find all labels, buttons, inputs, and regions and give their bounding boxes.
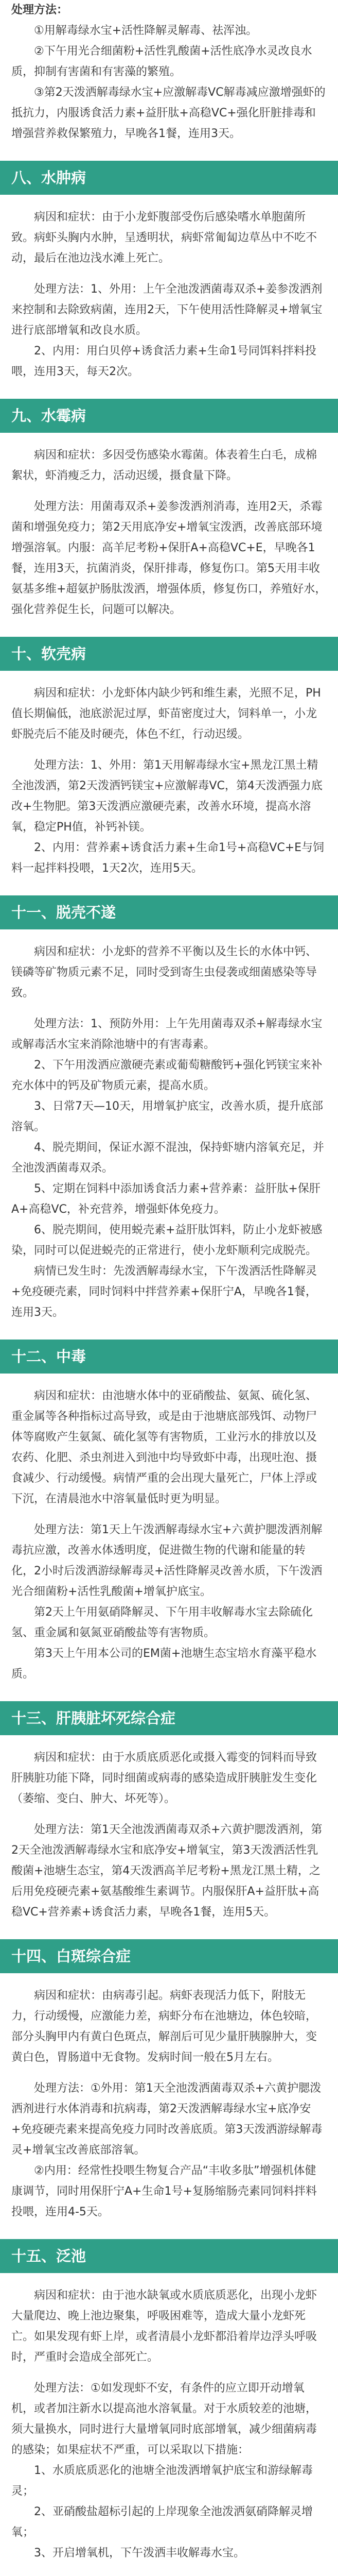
section-method: 处理方法：用菌毒双杀+姜参泼洒剂消毒，连用2天，杀霉菌和增强免疫力；第2天用底净安+增氧宝泼洒，改善底部环境增强溶氧。内服：高羊尼考粉+保肝A+高稳VC+E，早晚各1餐，连用3天，抗菌消炎，保肝排毒，修复伤口。第5天用丰收氨基多维+超氨护肠肽泼洒，增强体质，修复伤口，养殖好水，强化营养促生长，问题可以解决。 xyxy=(11,500,327,616)
section-header-water-mold: 九、水霉病 xyxy=(0,399,338,433)
section-method: 2、亚硝酸盐超标引起的上岸现象全池泼洒氨硝降解灵增氧； xyxy=(11,2505,313,2539)
section-header-white-spot: 十四、白斑综合症 xyxy=(0,1939,338,1973)
section-header-edema: 八、水肿病 xyxy=(0,161,338,195)
section-header-soft-shell: 十、软壳病 xyxy=(0,637,338,671)
section-cause: 病因和症状：由于水质底质恶化或摄入霉变的饲料而导致肝胰脏功能下降，同时细菌或病毒的感染造成肝胰脏发生变化（萎缩、变白、肿大、坏死等）。 xyxy=(11,1751,317,1805)
section-method: 第2天上午用氨硝降解灵、下午用丰收解毒水宝去除硫化氢、重金属和氨氮亚硝酸盐等有害物质。 xyxy=(11,1606,313,1639)
section-method: 2、下午用泼洒应激硬壳素或葡萄糖酸钙+强化钙镁宝来补充水体中的钙及矿物质元素，提高水质。 xyxy=(11,1059,323,1092)
section-method: 处理方法：第1天上午泼洒解毒绿水宝+六黄护腮泼洒剂解毒抗应激，改善水体透明度，促进微生物的代谢和能量的转化，2小时后泼洒游绿解毒灵+活性降解灵改善水质，下午泼洒光合细菌粉+活性乳酸菌+增氧护底宝。 xyxy=(11,1523,323,1598)
section-method: 处理方法：①如发现虾不安，有条件的应立即开动增氧机，或者加注新水以提高池水溶氧量。对于水质较差的池塘，须大量换水，同时进行大量增氧同时底部增氧，减少细菌病毒的感染；如果症状不严重，可以采取以下措施： xyxy=(11,2382,317,2456)
section-header-poisoning: 十二、中毒 xyxy=(0,1340,338,1374)
section-cause: 病因和症状：多因受伤感染水霉菌。体表着生白毛，成棉絮状，虾消瘦乏力，活动迟缓，摄食量下降。 xyxy=(11,449,317,482)
section-method: 处理方法：1、外用：第1天用解毒绿水宝+黑龙江黑土精全池泼洒，第2天泼洒钙镁宝+应激解毒VC，第4天泼洒强力底改+生物肥。第3天泼洒应激硬壳素，改善水环境，提高水溶氧，稳定PH值，补钙补镁。 xyxy=(11,759,323,834)
intro-method-step: ③第2天泼洒解毒绿水宝+应激解毒VC解毒减应激增强虾的抵抗力，内服诱食活力素+益肝肽+高稳VC+强化肝脏排毒和增强营养救保繁殖力，早晚各1餐，连用3天。 xyxy=(11,86,326,140)
section-method: 6、脱壳期间，使用蜕壳素+益肝肽饵料，防止小龙虾被感染，同时可以促进蜕壳的正常进行，使小龙虾顺利完成脱壳。 xyxy=(11,1224,323,1257)
section-cause: 病因和症状：小龙虾的营养不平衡以及生长的水体中钙、镁磷等矿物质元素不足，同时受到寄生虫侵袭或细菌感染等导致。 xyxy=(11,945,317,999)
intro-method-step: ①用解毒绿水宝+活性降解灵解毒、祛浑浊。 xyxy=(34,24,258,37)
intro-method-step: ②下午用光合细菌粉+活性乳酸菌+活性底净水灵改良水质，抑制有害菌和有害藻的繁殖。 xyxy=(11,45,312,78)
section-method: 处理方法：1、预防外用：上午先用菌毒双杀+解毒绿水宝或解毒活水宝来消除池塘中的有害毒素。 xyxy=(11,1018,323,1051)
section-method: 第3天上午用本公司的EM菌+池塘生态宝培水育藻平稳水质。 xyxy=(11,1647,317,1681)
section-method: 2、内用：营养素+诱食活力素+生命1号+高稳VC+E与饲料一起拌料投喂，1天2次，连用5天。 xyxy=(11,841,325,875)
section-method: 1、水质底质恶化的池塘全池泼洒增氧护底宝和游绿解毒灵； xyxy=(11,2464,313,2498)
section-method: ②内用：经常性投喂生物复合产品“丰收多肽”增强机体健康调节，同时用保肝宁A+生命1号+复肠缩肠壳素同饲料拌料投喂，连用4-5天。 xyxy=(11,2164,317,2218)
section-cause: 病因和症状：由于小龙虾腹部受伤后感染嗜水单胞菌所致。病虾头胸内水肿，呈透明状，病虾常匍匐边草丛中不吃不动，最后在池边浅水滩上死亡。 xyxy=(11,211,317,265)
section-cause: 病因和症状：由病毒引起。病虾表现活力低下，附肢无力，行动缓慢，应激能力差，病虾分布在池塘边，体色较暗，部分头胸甲内有黄白色斑点，解剖后可见少量肝胰腺肿大，变黄白色，胃肠道中无食物。发病时间一般在5月左右。 xyxy=(11,1989,317,2064)
section-header-molting-failure: 十一、脱壳不遂 xyxy=(0,895,338,929)
intro-method-title: 处理方法： xyxy=(11,4,68,16)
section-header-pond-overturn: 十五、泛池 xyxy=(0,2239,338,2273)
section-method: 病情已发生时：先泼洒解毒绿水宝，下午泼洒活性降解灵+免疫硬壳素，同时饲料中拌营养素+保肝宁A，早晚各1餐，连用3天。 xyxy=(11,1265,317,1319)
section-cause: 病因和症状：由于池水缺氧或水质底质恶化，出现小龙虾大量爬边、晚上池边聚集，呼吸困难等，造成大量小龙虾死亡。如果发现有虾上岸，或者清晨小龙虾都沿着岸边浮头呼吸时，严重时会造成全部死亡。 xyxy=(11,2289,317,2364)
section-cause: 病因和症状：由池塘水体中的亚硝酸盐、氨氮、硫化氢、重金属等各种指标过高导致，或是由于池塘底部残饵、动物尸体等腐败产生氨氮、硫化氢等有害物质，工业污水的排放以及农药、化肥、杀虫剂进入到池中均导致虾中毒，出现吐泡、摄食减少、行动缓慢。病情严重的会出现大量死亡，尸体上浮或下沉，在清晨池水中溶氧量低时更为明显。 xyxy=(11,1389,317,1505)
section-method: 5、定期在饲料中添加诱食活力素+营养素：益肝肽+保肝A+高稳VC，补充营养，增强虾体免疫力。 xyxy=(11,1182,321,1216)
section-header-hepatopancreas: 十三、肝胰脏坏死综合症 xyxy=(0,1701,338,1735)
section-method: 2、内用：用白贝停+诱食活力素+生命1号同饵料拌料投喂，连用3天，每天2次。 xyxy=(11,345,316,378)
section-method: 处理方法：1、外用：上午全池泼洒菌毒双杀+姜参泼洒剂来控制和去除致病菌，连用2天，下午使用活性降解灵+增氧宝进行底部增氧和改良水质。 xyxy=(11,283,323,337)
section-method: 处理方法：第1天全池泼洒菌毒双杀+六黄护腮泼洒剂，第2天全池泼洒解毒绿水宝和底净安+增氧宝，第3天泼洒活性乳酸菌+池塘生态宝，第4天泼洒高羊尼考粉+黑龙江黑土精，之后用免疫硬壳素+氨基酸维生素调节。内服保肝A+益肝肽+高稳VC+营养素+诱食活力素，早晚各1餐，连用5天。 xyxy=(11,1823,323,1919)
section-method: 3、开启增氧机，下午泼洒丰收解毒水宝。 xyxy=(34,2547,245,2560)
section-cause: 病因和症状：小龙虾体内缺少钙和维生素，光照不足，PH值长期偏低，池底淤泥过厚，虾苗密度过大，饲料单一，小龙虾脱壳后不能及时硬壳，体色不红，行动迟缓。 xyxy=(11,687,321,741)
section-method: 处理方法：①外用：第1天全池泼洒菌毒双杀+六黄护腮泼洒剂进行水体消毒和抗病毒，第2天泼洒解毒绿水宝+底净安+免疫硬壳素来提高免疫力同时改善底质。第3天泼洒游绿解毒灵+增氧宝改善底部溶氧。 xyxy=(11,2082,323,2157)
section-method: 4、脱壳期间，保证水源不混浊，保持虾塘内溶氧充足，并全池泼洒菌毒双杀。 xyxy=(11,1141,324,1175)
section-method: 3、日常7天—10天，用增氧护底宝，改善水质，提升底部溶氧。 xyxy=(11,1100,323,1133)
